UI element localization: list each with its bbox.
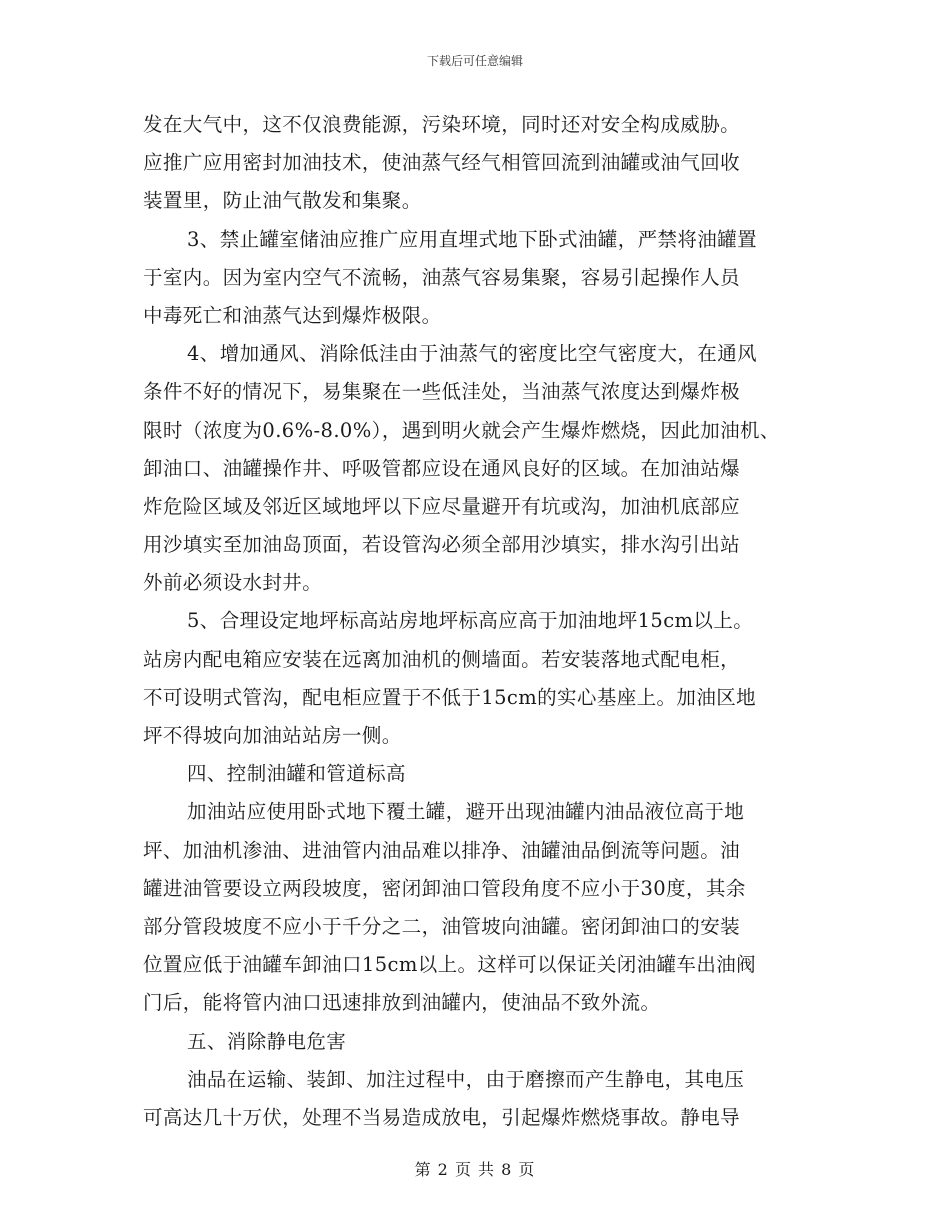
body-text-line: 部分管段坡度不应小于千分之二，油管坡向油罐。密闭卸油口的安装	[143, 914, 741, 938]
body-text-line: 5、合理设定地坪标高站房地坪标高应高于加油地坪15cm以上。	[187, 609, 754, 633]
body-text-line: 应推广应用密封加油技术，使油蒸气经气相管回流到油罐或油气回收	[143, 151, 741, 175]
body-text-line: 中毒死亡和油蒸气达到爆炸极限。	[143, 303, 442, 327]
body-text-line: 四、控制油罐和管道标高	[187, 762, 406, 786]
body-text-line: 加油站应使用卧式地下覆土罐，避开出现油罐内油品液位高于地	[187, 800, 745, 824]
body-text-line: 卸油口、油罐操作井、呼吸管都应设在通风良好的区域。在加油站爆	[143, 456, 741, 480]
body-text-line: 位置应低于油罐车卸油口15cm以上。这样可以保证关闭油罐车出油阀	[143, 953, 757, 977]
body-text-line: 坪不得坡向加油站站房一侧。	[143, 724, 402, 747]
body-text-line: 坪、加油机渗油、进油管内油品难以排净、油罐油品倒流等问题。油	[143, 838, 741, 862]
body-text-line: 外前必须设水封井。	[143, 571, 323, 595]
body-text-line: 发在大气中，这不仅浪费能源，污染环境，同时还对安全构成威胁。	[143, 113, 741, 136]
body-text-line: 3、禁止罐室储油应推广应用直埋式地下卧式油罐，严禁将油罐置	[187, 227, 758, 251]
body-text-line: 条件不好的情况下，易集聚在一些低洼处，当油蒸气浓度达到爆炸极	[143, 380, 741, 404]
body-text-line: 炸危险区域及邻近区域地坪以下应尽量避开有坑或沟，加油机底部应	[143, 494, 741, 518]
document-body	[143, 106, 833, 1137]
body-text-line: 可高达几十万伏，处理不当易造成放电，引起爆炸燃烧事故。静电导	[143, 1105, 741, 1129]
body-text-line: 4、增加通风、消除低洼由于油蒸气的密度比空气密度大，在通风	[187, 342, 758, 366]
body-text-line: 用沙填实至加油岛顶面，若设管沟必须全部用沙填实，排水沟引出站	[143, 533, 741, 557]
body-text-line: 罐进油管要设立两段坡度，密闭卸油口管段角度不应小于30度，其余	[143, 876, 746, 900]
body-text-line: 于室内。因为室内空气不流畅，油蒸气容易集聚，容易引起操作人员	[143, 265, 741, 289]
body-text-line: 装置里，防止油气散发和集聚。	[143, 189, 422, 213]
page-header: 下载后可任意编辑	[426, 54, 523, 68]
body-text-line: 油品在运输、装卸、加注过程中，由于磨擦而产生静电，其电压	[187, 1067, 745, 1091]
body-text-line: 不可设明式管沟，配电柜应置于不低于15cm的实心基座上。加油区地	[143, 685, 757, 709]
body-text-line: 站房内配电箱应安装在远离加油机的侧墙面。若安装落地式配电柜，	[143, 647, 741, 671]
body-text-line: 五、消除静电危害	[187, 1029, 347, 1053]
page-footer: 第 2 页 共 8 页	[414, 1160, 536, 1179]
body-text-line: 门后，能将管内油口迅速排放到油罐内，使油品不致外流。	[143, 991, 661, 1015]
body-text-line: 限时（浓度为0.6%-8.0%），遇到明火就会产生爆炸燃烧，因此加油机、	[143, 418, 780, 442]
